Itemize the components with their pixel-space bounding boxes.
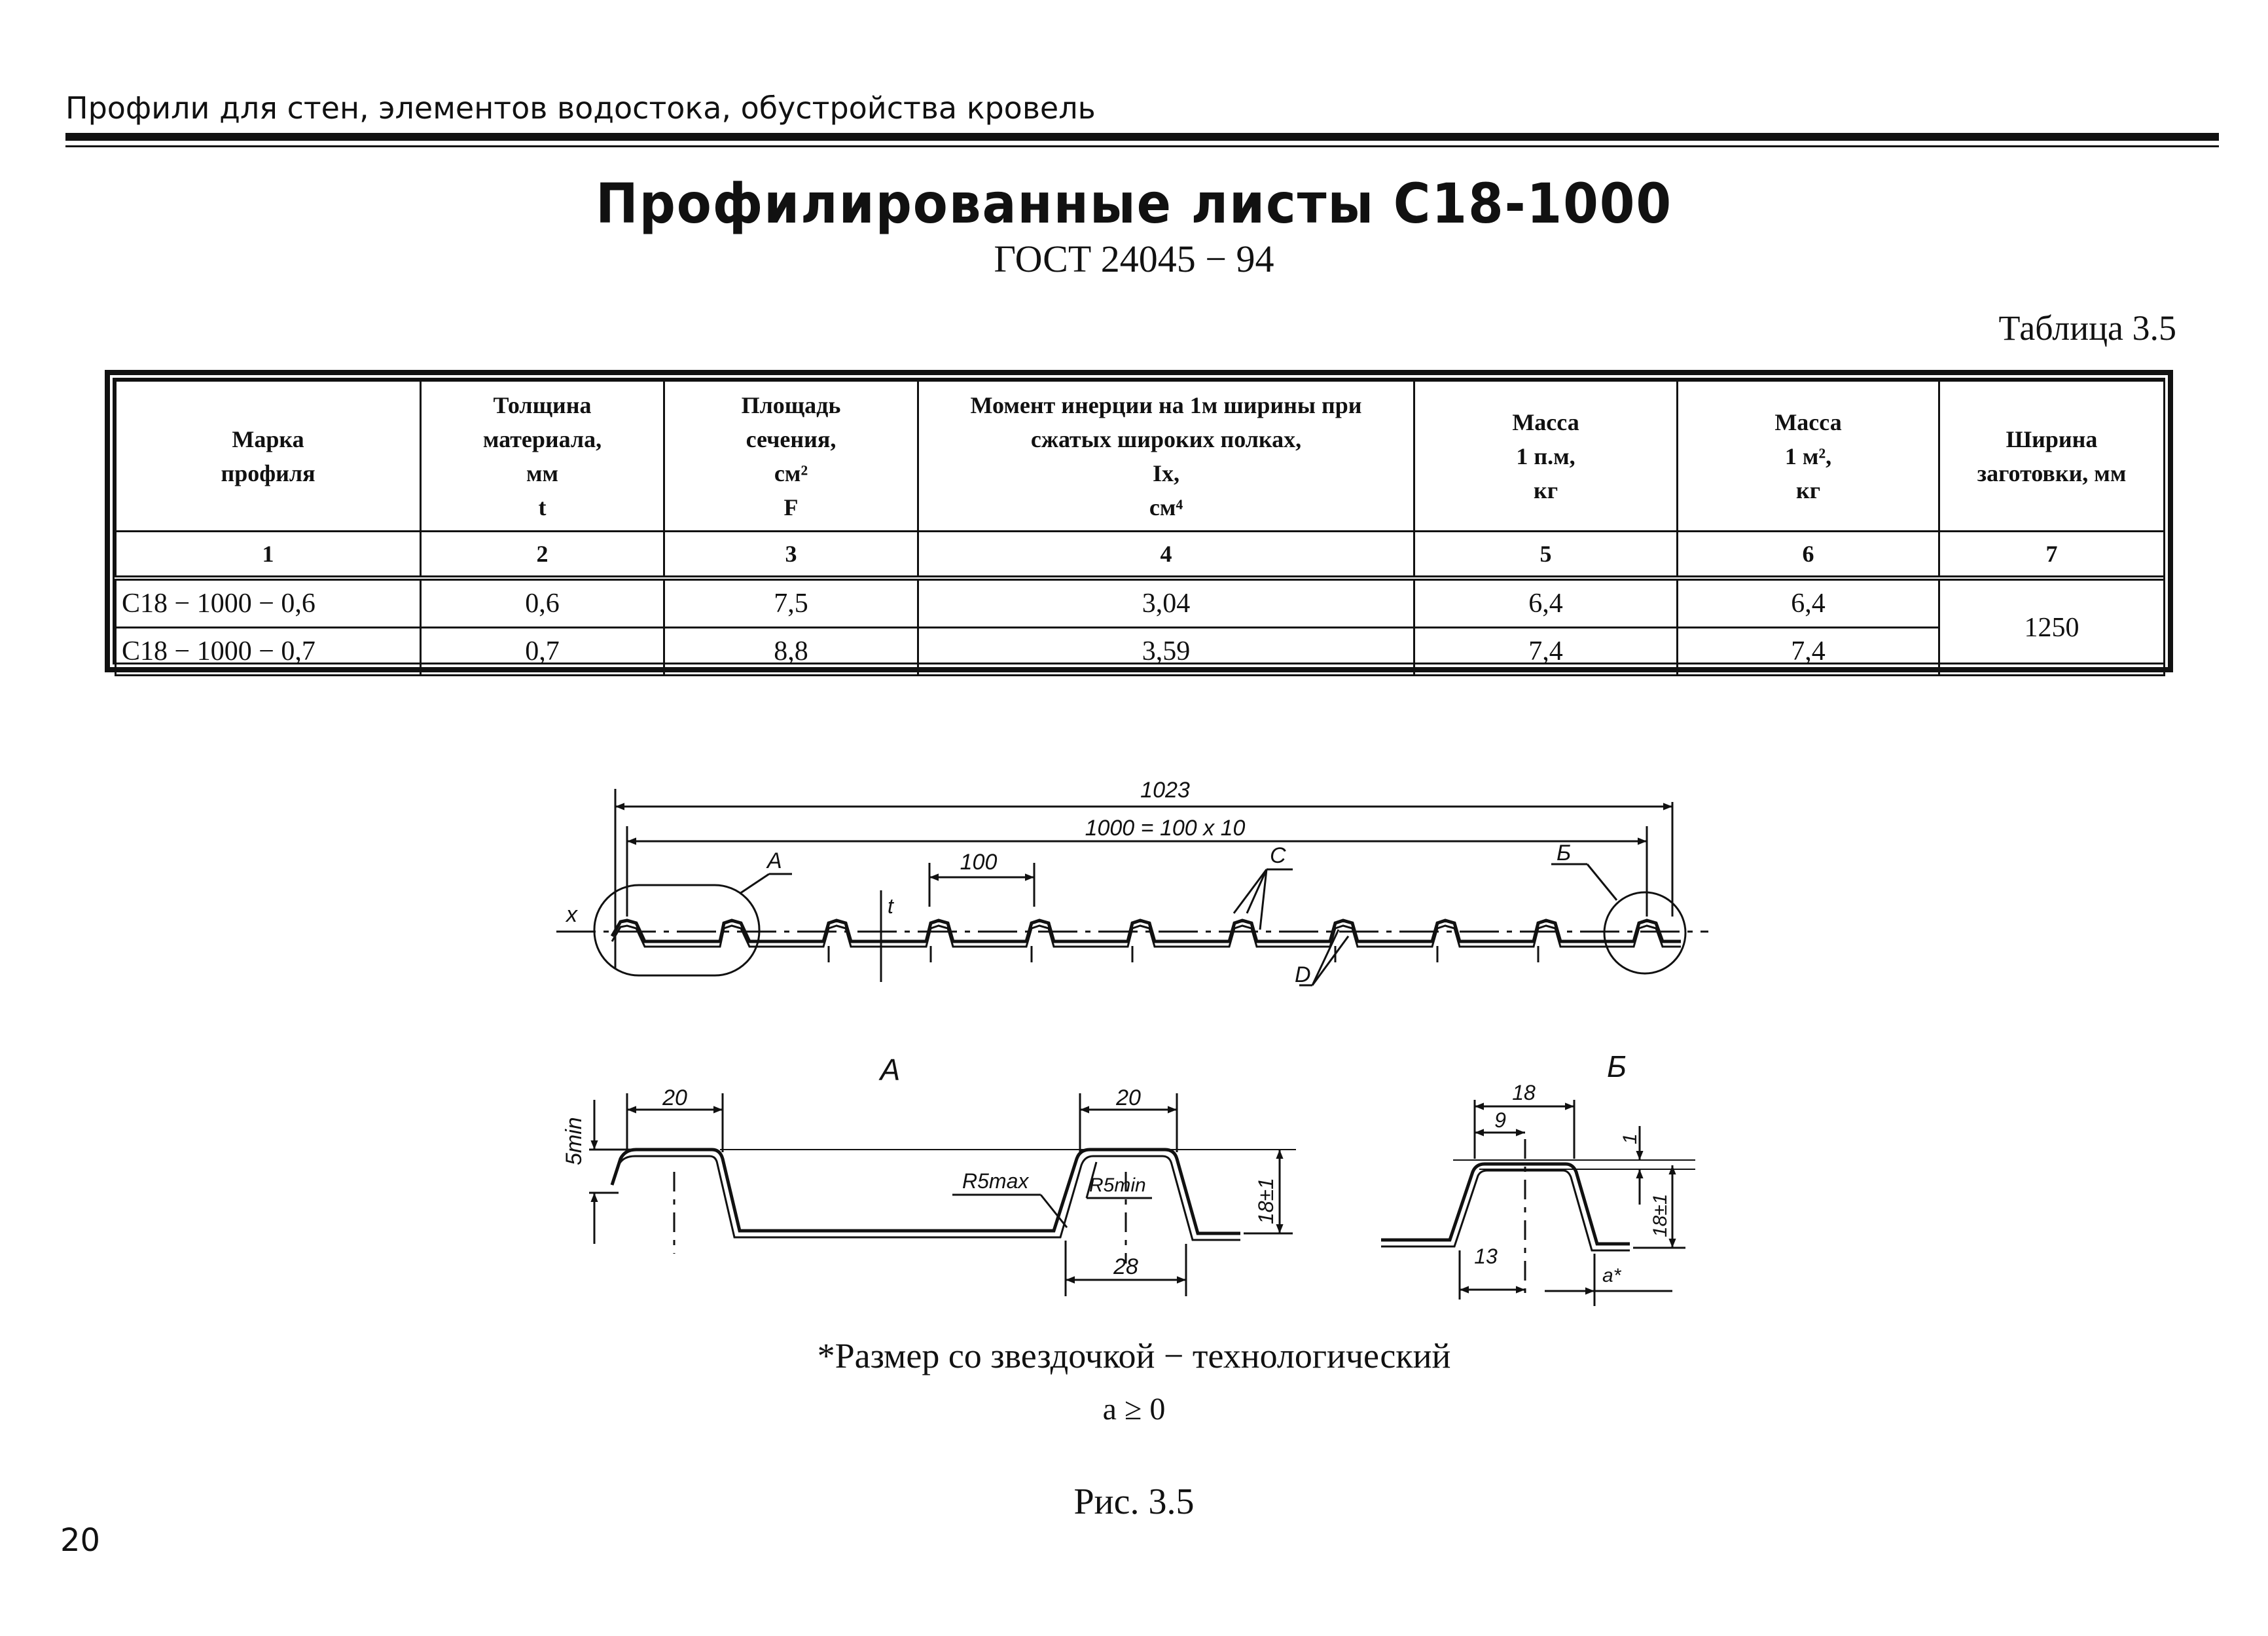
callout-b-label: Б (1557, 841, 1572, 865)
dim-total-label: 1023 (1140, 778, 1190, 803)
detail-a-dim-bottom: 28 (1113, 1254, 1138, 1279)
cell-mark: С18 − 1000 − 0,6 (116, 578, 421, 628)
callout-a-label: А (767, 848, 782, 873)
col-num-5: 5 (1414, 532, 1678, 579)
cell-mass-m2: 6,4 (1678, 578, 1939, 628)
detail-a-dim-right: 20 (1116, 1085, 1141, 1110)
standard-reference: ГОСТ 24045 − 94 (994, 238, 1274, 280)
detail-a-dim-left: 20 (662, 1085, 687, 1110)
page-title: Профилированные листы С18-1000 (596, 172, 1672, 236)
detail-a-labels (562, 1053, 1278, 1279)
callout-d-label: D (1295, 962, 1311, 987)
header-mass-pm: Масса 1 п.м, кг (1414, 381, 1678, 532)
col-num-2: 2 (421, 532, 664, 579)
running-header: Профили для стен, элементов водостока, обустройства кровель (65, 90, 1096, 126)
detail-b-title: Б (1607, 1049, 1627, 1083)
detail-a-view (589, 1093, 1296, 1296)
footnote-condition: a ≥ 0 (1102, 1392, 1166, 1427)
detail-b-dim-half: 9 (1494, 1108, 1506, 1132)
callout-c-label: C (1270, 843, 1286, 868)
figure-caption: Рис. 3.5 (1073, 1481, 1195, 1522)
detail-b-dim-top: 18 (1512, 1081, 1536, 1104)
detail-b-dim-a: a* (1602, 1265, 1621, 1286)
detail-b-height-label: 18±1 (1649, 1193, 1671, 1237)
header-moment: Момент инерции на 1м ширины при сжатых широких полках, Ix, см⁴ (918, 381, 1414, 532)
cell-mass-pm: 6,4 (1414, 578, 1678, 628)
cell-thickness: 0,7 (421, 628, 664, 676)
header-mass-m2: Масса 1 м², кг (1678, 381, 1939, 532)
header-area: Площадь сечения, см² F (664, 381, 918, 532)
cell-moment: 3,59 (918, 628, 1414, 676)
detail-b-dim-13: 13 (1474, 1245, 1498, 1268)
axis-x-label: x (566, 902, 577, 927)
cell-area: 7,5 (664, 578, 918, 628)
footnote: *Размер со звездочкой − технологический (817, 1336, 1451, 1375)
cell-blank-width: 1250 (1939, 578, 2165, 676)
overall-profile-labels (565, 778, 1571, 987)
col-num-3: 3 (664, 532, 918, 579)
detail-a-height-label: 18±1 (1254, 1178, 1278, 1224)
dim-pitch-total-label: 1000 = 100 x 10 (1085, 816, 1246, 841)
detail-b-view (1381, 1100, 1695, 1306)
thickness-label: t (888, 894, 893, 918)
col-num-1: 1 (116, 532, 421, 579)
col-num-4: 4 (918, 532, 1414, 579)
header-blank-width: Ширина заготовки, мм (1939, 381, 2165, 532)
cell-mass-m2: 7,4 (1678, 628, 1939, 676)
col-num-7: 7 (1939, 532, 2165, 579)
header-mark: Марка профиля (116, 381, 421, 532)
header-thickness: Толщина материала, мм t (421, 381, 664, 532)
dim-pitch-label: 100 (960, 850, 998, 875)
page-number: 20 (60, 1522, 101, 1559)
cell-mass-pm: 7,4 (1414, 628, 1678, 676)
detail-b-dim-one: 1 (1619, 1133, 1641, 1144)
detail-a-rmin-label: R5min (1089, 1174, 1146, 1196)
detail-a-rmax-label: R5max (962, 1169, 1029, 1193)
detail-a-title: А (880, 1053, 901, 1087)
cell-moment: 3,04 (918, 578, 1414, 628)
col-num-6: 6 (1678, 532, 1939, 579)
table-label: Таблица 3.5 (1998, 308, 2176, 348)
cell-area: 8,8 (664, 628, 918, 676)
detail-a-min-label: 5min (562, 1117, 586, 1165)
cell-mark: С18 − 1000 − 0,7 (116, 628, 421, 676)
cell-thickness: 0,6 (421, 578, 664, 628)
